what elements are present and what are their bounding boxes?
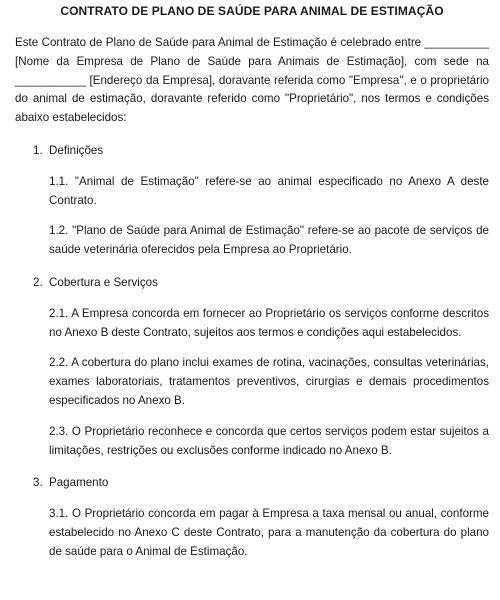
clause-1-2: 1.2. "Plano de Saúde para Animal de Estimação" refere-se ao pacote de serviços de saúde veterinária oferecidos pela Empresa ao Proprietário. <box>49 224 489 257</box>
clause-2-2: 2.2. A cobertura do plano inclui exames de rotina, vacinações, consultas veterinárias, exames laboratoriais, tratamentos preventivos, cirurgias e demais procedimentos especificados no Anexo B. <box>49 356 489 407</box>
section-title: Pagamento <box>49 476 109 490</box>
section-number: 3. <box>33 476 43 490</box>
section-title: Cobertura e Serviços <box>49 275 158 289</box>
document-title: CONTRATO DE PLANO DE SAÚDE PARA ANIMAL DE ESTIMAÇÃO <box>60 4 444 18</box>
clause-3-1: 3.1. O Proprietário concorda em pagar à Empresa a taxa mensal ou anual, conforme estabelecido no Anexo C deste Contrato, para a manutenção da cobertura do plano de saúde para o Animal de Estimação. <box>49 507 489 558</box>
section-title: Definições <box>49 143 104 157</box>
section-number: 2. <box>33 275 43 289</box>
section-heading-pagamento <box>33 474 489 493</box>
intro-paragraph: Este Contrato de Plano de Saúde para Animal de Estimação é celebrado entre __________ [Nome da Empresa de Plano de Saúde para Animais de Estimação], com sede na ___________ [Endereço da Empresa], doravante referida como "Empresa", e o proprietário do animal de estimação, doravante referido como "Proprietário", nos termos e condições abaixo estabelecidos: <box>15 36 489 125</box>
clause-2-3: 2.3. O Proprietário reconhece e concorda que certos serviços podem estar sujeitos a limitações, restrições ou exclusões conforme indicado no Anexo B. <box>49 424 489 457</box>
section-heading-cobertura <box>33 274 489 293</box>
section-heading-definicoes <box>33 142 489 161</box>
section-number: 1. <box>33 143 43 157</box>
clause-2-1: 2.1. A Empresa concorda em fornecer ao Proprietário os serviços conforme descritos no Anexo B deste Contrato, sujeitos aos termos e condições aqui estabelecidos. <box>49 306 489 339</box>
clause-1-1: 1.1. "Animal de Estimação" refere-se ao animal especificado no Anexo A deste Contrato. <box>49 174 489 207</box>
